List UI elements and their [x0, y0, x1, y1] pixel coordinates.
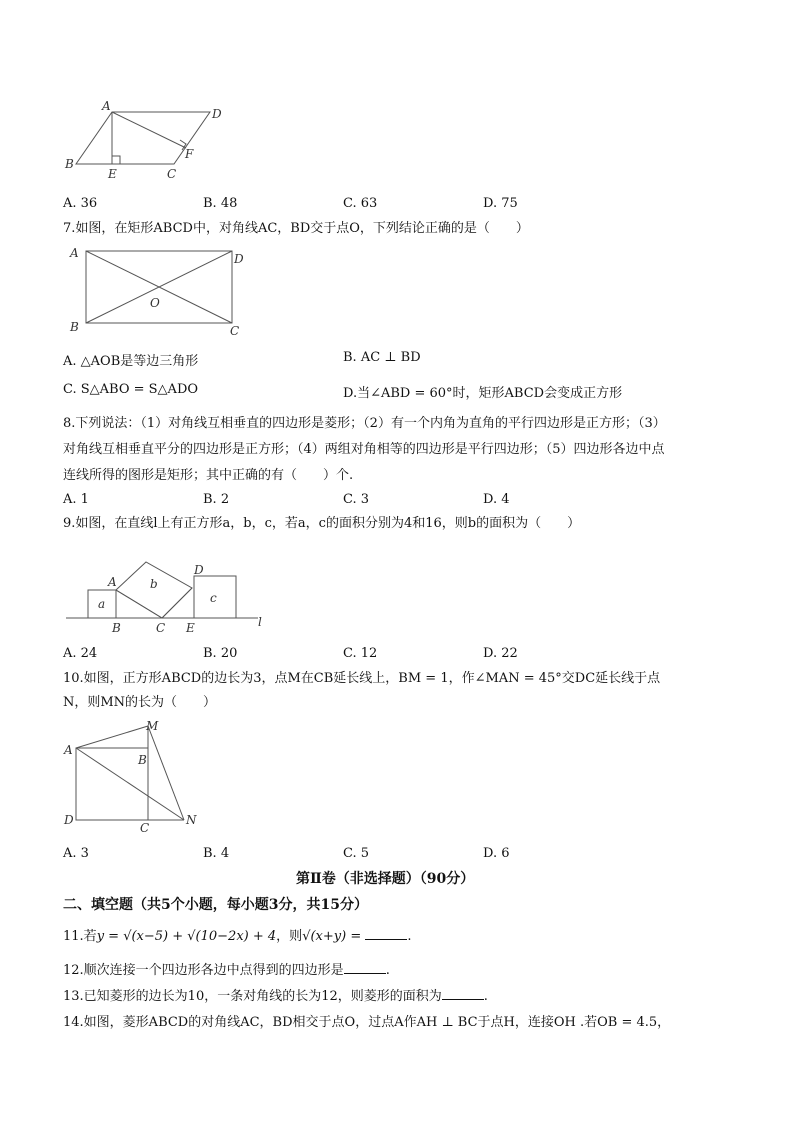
q9-option-a[interactable]: A. 24 — [63, 646, 98, 661]
q6-option-a[interactable]: A. 36 — [63, 196, 98, 211]
q7-label-b: B — [70, 320, 79, 334]
q9-label-b: B — [112, 621, 121, 635]
q9-label-e: E — [186, 621, 195, 635]
q10-option-c[interactable]: C. 5 — [343, 846, 370, 861]
q9-label-c-square: c — [210, 591, 217, 605]
q11-end: . — [407, 929, 412, 944]
q9-figure — [62, 560, 272, 640]
q9-option-b[interactable]: B. 20 — [203, 646, 238, 661]
q13-end: . — [483, 989, 488, 1004]
q8-line-2: 对角线互相垂直平分的四边形是正方形；（4）两组对角相等的四边形是平行四边形；（5）四边形各边中点 — [63, 442, 665, 457]
q10-option-b[interactable]: B. 4 — [203, 846, 230, 861]
q12-answer-blank[interactable] — [344, 961, 386, 974]
q10-label-a: A — [64, 743, 73, 757]
q10-line-1: 10.如图，正方形ABCD的边长为3，点M在CB延长线上，BM = 1，作∠MAN = 45°交DC延长线于点 — [63, 671, 661, 686]
q9-stem: 9.如图，在直线l上有正方形a，b，c，若a，c的面积分别为4和16，则b的面积为（ ） — [63, 516, 581, 531]
q7-label-o: O — [150, 296, 160, 310]
q12-text: 12.顺次连接一个四边形各边中点得到的四边形是 — [63, 963, 344, 978]
q9-label-d: D — [194, 563, 204, 577]
q6-label-f: F — [185, 147, 194, 161]
q6-option-b[interactable]: B. 48 — [203, 196, 238, 211]
q10-figure — [62, 718, 212, 836]
q11-prefix: 11.若 — [63, 929, 97, 944]
q10-label-n: N — [186, 813, 197, 827]
q11-answer-blank[interactable] — [365, 927, 407, 940]
q7-option-c[interactable]: C. S△ABO = S△ADO — [63, 382, 199, 397]
q10-option-a[interactable]: A. 3 — [63, 846, 89, 861]
q9-option-c[interactable]: C. 12 — [343, 646, 378, 661]
q9-option-d[interactable]: D. 22 — [483, 646, 518, 661]
q6-label-e: E — [108, 167, 117, 181]
q8-option-b[interactable]: B. 2 — [203, 492, 230, 507]
q7-option-a[interactable]: A. △AOB是等边三角形 — [63, 354, 199, 369]
q10-label-c: C — [140, 821, 150, 835]
q9-label-c: C — [156, 621, 166, 635]
q7-label-c: C — [230, 324, 240, 338]
q6-label-b: B — [65, 157, 74, 171]
q11-expression: y = √(x−5) + √(10−2x) + 4 — [96, 929, 277, 944]
q8-option-c[interactable]: C. 3 — [343, 492, 370, 507]
section2-title: 二、填空题（共5个小题，每小题3分，共15分） — [63, 897, 368, 913]
q7-figure — [62, 243, 257, 338]
q13-line — [63, 986, 488, 1008]
q6-figure — [62, 98, 232, 183]
q12-line — [63, 960, 390, 982]
q14-line: 14.如图，菱形ABCD的对角线AC，BD相交于点O，过点A作AH ⊥ BC于点H，连接OH .若OB = 4.5， — [63, 1015, 671, 1030]
q7-label-a: A — [70, 246, 79, 260]
q12-end: . — [385, 963, 390, 978]
q11-mid: ，则 — [276, 929, 303, 944]
q9-label-b-square: b — [150, 577, 158, 591]
q6-option-d[interactable]: D. 75 — [483, 196, 518, 211]
q10-label-m: M — [146, 719, 159, 733]
q8-line-1: 8.下列说法：（1）对角线互相垂直的四边形是菱形；（2）有一个内角为直角的平行四边形是正方形；（3） — [63, 416, 666, 431]
q11-line — [63, 926, 412, 948]
q9-label-l: l — [258, 615, 262, 629]
q7-option-b[interactable]: B. AC ⊥ BD — [343, 350, 421, 365]
q7-label-d: D — [234, 252, 244, 266]
q9-label-a-square: a — [98, 597, 106, 611]
q13-answer-blank[interactable] — [442, 987, 484, 1000]
q6-label-c: C — [167, 167, 177, 181]
q13-text: 13.已知菱形的边长为10，一条对角线的长为12，则菱形的面积为 — [63, 989, 442, 1004]
q10-label-d: D — [64, 813, 74, 827]
part2-title: 第Ⅱ卷（非选择题）（90分） — [296, 871, 475, 887]
q9-label-a: A — [108, 575, 117, 589]
q7-stem: 7.如图，在矩形ABCD中，对角线AC，BD交于点O，下列结论正确的是（ ） — [63, 221, 529, 236]
q7-option-d[interactable]: D.当∠ABD = 60°时，矩形ABCD会变成正方形 — [343, 386, 623, 401]
q10-label-b: B — [138, 753, 147, 767]
q6-label-a: A — [102, 99, 111, 113]
q6-label-d: D — [212, 107, 222, 121]
q8-option-a[interactable]: A. 1 — [63, 492, 89, 507]
q11-ask: √(x+y) = — [302, 929, 362, 944]
q6-option-c[interactable]: C. 63 — [343, 196, 378, 211]
q8-line-3: 连线所得的图形是矩形；其中正确的有（ ）个. — [63, 468, 354, 483]
q10-option-d[interactable]: D. 6 — [483, 846, 510, 861]
q10-line-2: N，则MN的长为（ ） — [63, 695, 217, 710]
q8-option-d[interactable]: D. 4 — [483, 492, 510, 507]
